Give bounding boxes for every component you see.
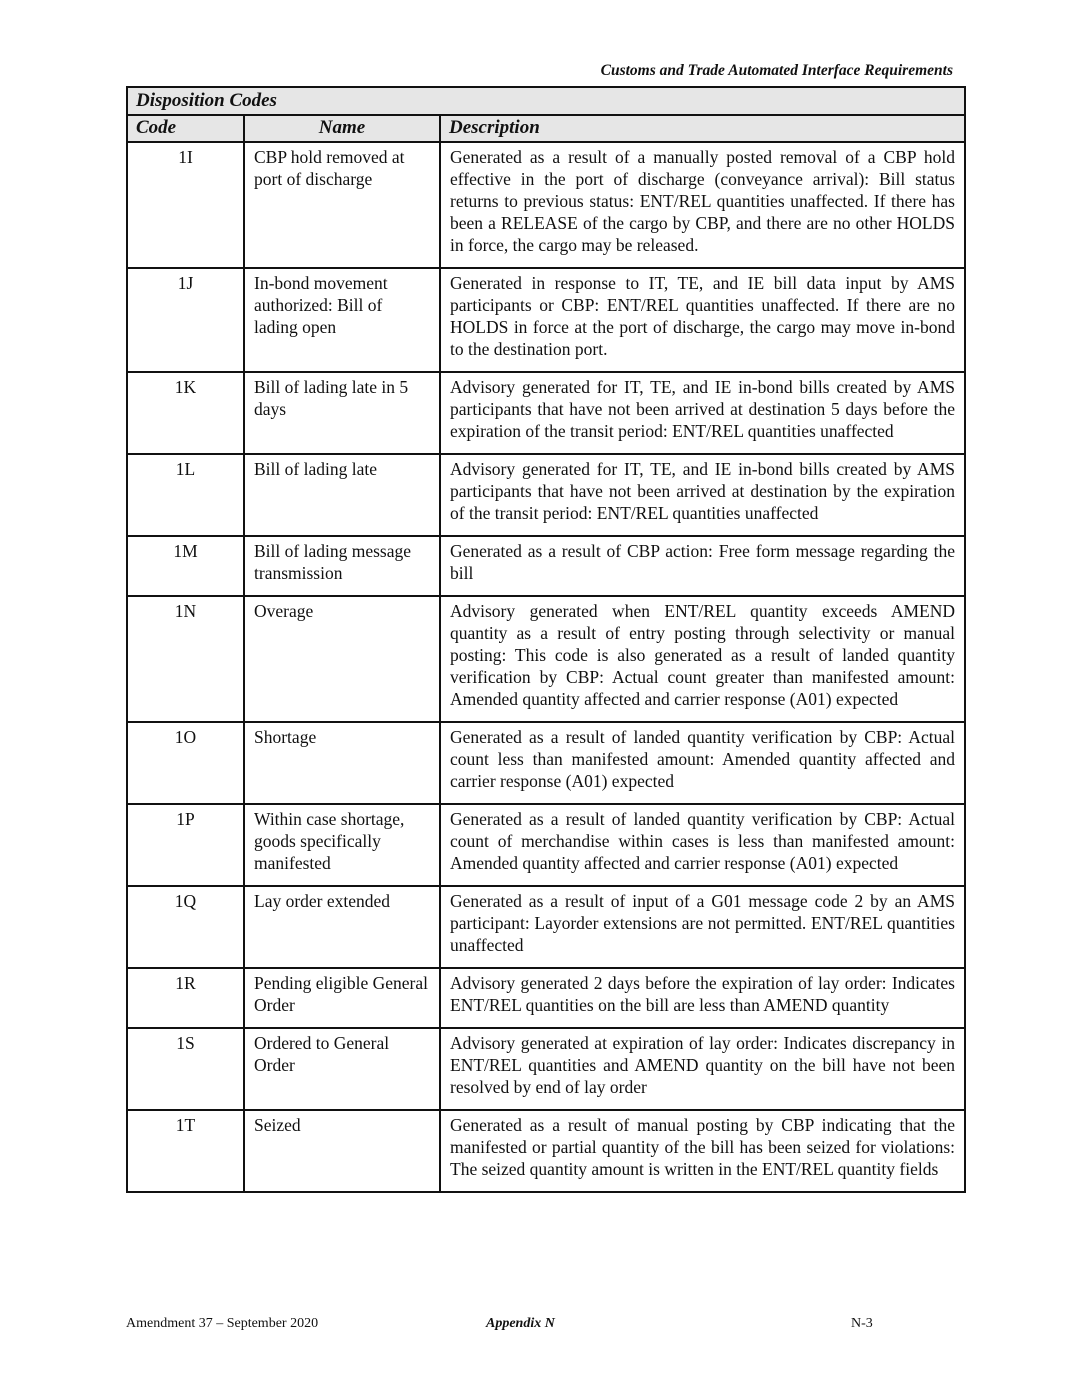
table-row <box>127 968 965 1028</box>
table-row <box>127 596 965 722</box>
footer-appendix: Appendix N <box>486 1316 555 1331</box>
cell-code: 1S <box>127 1028 244 1110</box>
cell-code: 1K <box>127 372 244 454</box>
cell-name: Seized <box>244 1110 440 1192</box>
table-row <box>127 372 965 454</box>
cell-name: Within case shortage, goods specifically manifested <box>244 804 440 886</box>
cell-name: Lay order extended <box>244 886 440 968</box>
table-row <box>127 536 965 596</box>
cell-description: Generated as a result of a manually posted removal of a CBP hold effective in the port of discharge (conveyance arrival): Bill status returns to previous status: ENT/REL quantities unaffected. If there has been a RELEASE of the cargo by CBP, and there are no other HOLDS in force, the cargo may be released. <box>440 142 965 268</box>
footer-amendment: Amendment 37 – September 2020 <box>126 1316 319 1331</box>
cell-description: Generated as a result of manual posting by CBP indicating that the manifested or partial quantity of the bill has been seized for violations: The seized quantity amount is written in the ENT/REL quantity fields <box>440 1110 965 1192</box>
cell-description: Advisory generated 2 days before the expiration of lay order: Indicates ENT/REL quantities on the bill are less than AMEND quantity <box>440 968 965 1028</box>
table-row <box>127 886 965 968</box>
cell-code: 1N <box>127 596 244 722</box>
cell-name: Bill of lading late <box>244 454 440 536</box>
cell-description: Generated as a result of CBP action: Free form message regarding the bill <box>440 536 965 596</box>
cell-name: In-bond movement authorized: Bill of lading open <box>244 268 440 372</box>
cell-code: 1M <box>127 536 244 596</box>
table-row <box>127 722 965 804</box>
table-row <box>127 454 965 536</box>
cell-description: Advisory generated at expiration of lay order: Indicates discrepancy in ENT/REL quantities and AMEND quantity on the bill have not been resolved by end of lay order <box>440 1028 965 1110</box>
cell-code: 1I <box>127 142 244 268</box>
cell-code: 1Q <box>127 886 244 968</box>
cell-description: Generated as a result of landed quantity verification by CBP: Actual count of merchandise within cases is less than manifested amount: Amended quantity affected and carrier response (A01) expected <box>440 804 965 886</box>
column-header-name: Name <box>244 115 440 142</box>
cell-name: Overage <box>244 596 440 722</box>
table-row <box>127 268 965 372</box>
cell-code: 1R <box>127 968 244 1028</box>
table-row <box>127 142 965 268</box>
disposition-codes-table <box>126 86 966 1193</box>
column-header-code: Code <box>127 115 244 142</box>
table-row <box>127 1110 965 1192</box>
cell-description: Advisory generated when ENT/REL quantity exceeds AMEND quantity as a result of entry posting through selectivity or manual posting: This code is also generated as a result of landed quantity verification by CBP: Actual count greater than manifested amount: Amended quantity affected and carrier response (A01) expected <box>440 596 965 722</box>
cell-code: 1L <box>127 454 244 536</box>
cell-name: Pending eligible General Order <box>244 968 440 1028</box>
cell-description: Advisory generated for IT, TE, and IE in-bond bills created by AMS participants that have not been arrived at destination 5 days before the expiration of the transit period: ENT/REL quantities unaffected <box>440 372 965 454</box>
column-header-description: Description <box>440 115 965 142</box>
cell-code: 1T <box>127 1110 244 1192</box>
cell-code: 1P <box>127 804 244 886</box>
cell-code: 1O <box>127 722 244 804</box>
cell-code: 1J <box>127 268 244 372</box>
table-title: Disposition Codes <box>127 87 965 115</box>
cell-description: Advisory generated for IT, TE, and IE in-bond bills created by AMS participants that have not been arrived at destination by the expiration of the transit period: ENT/REL quantities unaffected <box>440 454 965 536</box>
cell-name: Ordered to General Order <box>244 1028 440 1110</box>
footer-page-number: N-3 <box>851 1316 873 1331</box>
cell-name: Bill of lading late in 5 days <box>244 372 440 454</box>
cell-name: Shortage <box>244 722 440 804</box>
cell-name: Bill of lading message transmission <box>244 536 440 596</box>
table-row <box>127 804 965 886</box>
cell-description: Generated as a result of input of a G01 message code 2 by an AMS participant: Layorder extensions are not permitted. ENT/REL quantities unaffected <box>440 886 965 968</box>
cell-description: Generated in response to IT, TE, and IE bill data input by AMS participants or CBP: ENT/REL quantities unaffected. If there are no HOLDS in force at the port of discharge, the cargo may move in-bond to the destination port. <box>440 268 965 372</box>
cell-name: CBP hold removed at port of discharge <box>244 142 440 268</box>
document-header-title: Customs and Trade Automated Interface Requirements <box>600 62 953 79</box>
table-row <box>127 1028 965 1110</box>
cell-description: Generated as a result of landed quantity verification by CBP: Actual count less than manifested amount: Amended quantity affected and carrier response (A01) expected <box>440 722 965 804</box>
